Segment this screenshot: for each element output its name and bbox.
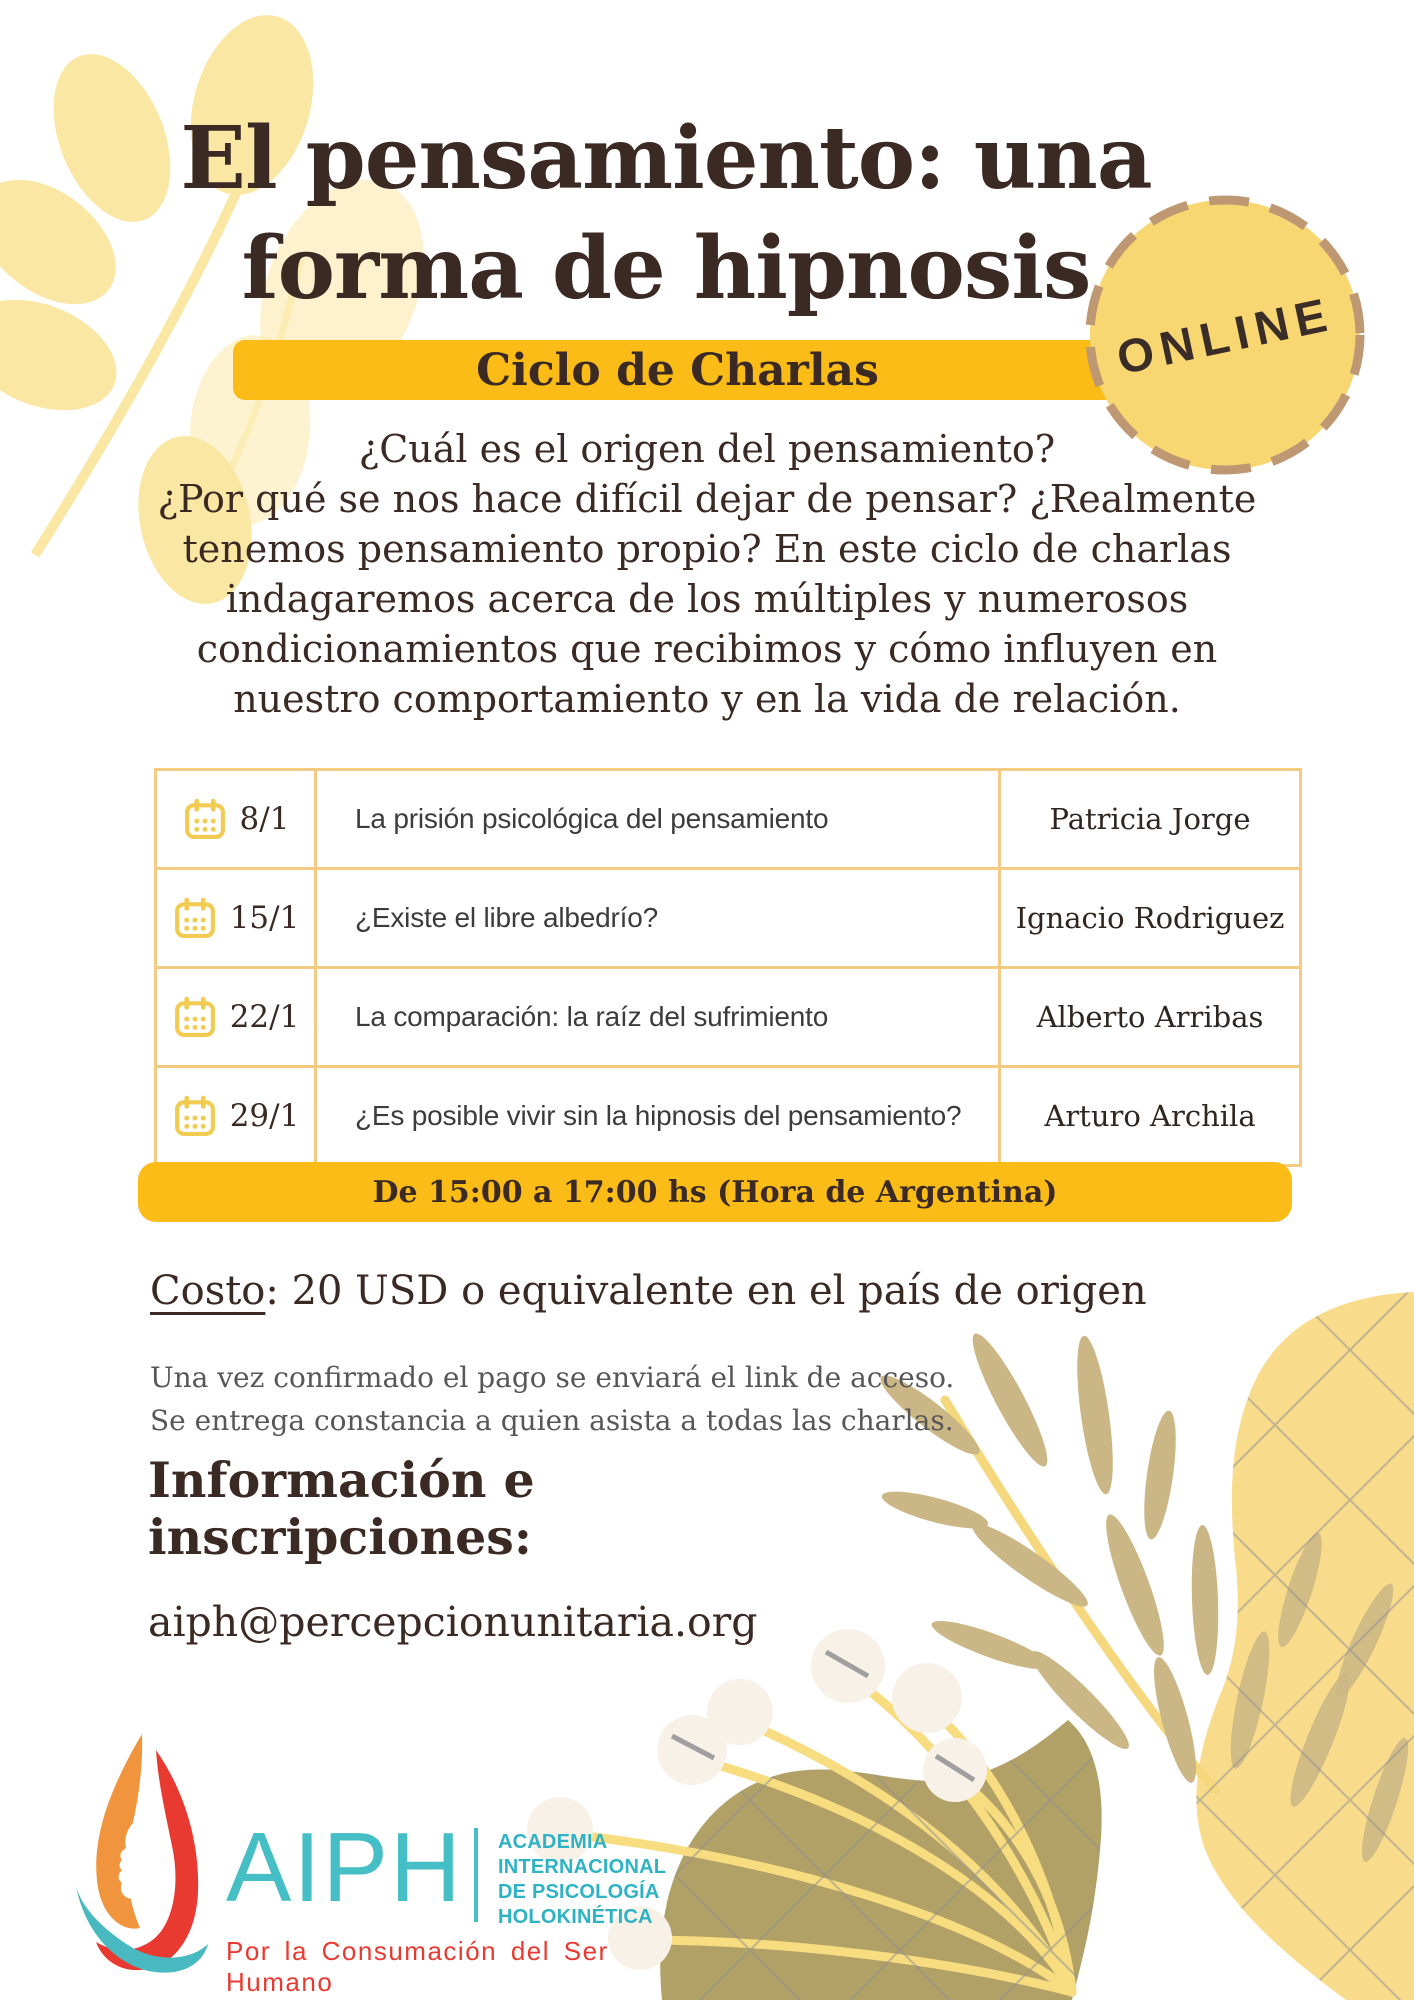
table-row [157,1065,1299,1164]
intro-line: ¿Por qué se nos hace difícil dejar de pensar? ¿Realmente [157,477,1257,521]
online-badge [1079,189,1371,481]
time-banner [138,1162,1292,1222]
calendar-icon [172,1094,218,1138]
table-row [157,771,1299,867]
logo-name-line: INTERNACIONAL [498,1856,667,1878]
intro-line: condicionamientos que recibimos y cómo influyen en [196,627,1218,671]
logo-name-line: HOLOKINÉTICA [498,1906,653,1928]
title-line-2: forma de hipnosis [241,218,1091,319]
note-line: Una vez confirmado el pago se enviará el link de acceso. [150,1361,955,1394]
session-speaker: Patricia Jorge [1049,802,1251,836]
time-banner-label: De 15:00 a 17:00 hs (Hora de Argentina) [372,1174,1058,1210]
session-topic: ¿Existe el libre albedrío? [317,870,1001,966]
corner-blob-hatch-pattern [1196,1292,1414,2000]
session-date: 22/1 [229,999,300,1035]
cost-text: : 20 USD o equivalente en el país de origen [265,1268,1147,1314]
olive-blob-hatch-pattern [660,1720,1101,2000]
date-cell [157,1068,317,1164]
table-row [157,966,1299,1065]
session-date: 8/1 [239,801,290,837]
aiph-logo [70,1730,710,1997]
intro-line: nuestro comportamiento y en la vida de relación. [233,677,1181,721]
schedule-table [154,768,1302,1167]
contact-heading [148,1452,535,1566]
session-speaker: Ignacio Rodriguez [1015,901,1285,935]
cost-line [150,1268,1147,1314]
intro-line: indagaremos acerca de los múltiples y numerosos [225,577,1189,621]
session-date: 15/1 [229,900,300,936]
title-line-1: El pensamiento: una [180,108,1152,209]
calendar-icon [172,896,218,940]
logo-name [498,1830,666,1930]
logo-divider [474,1828,478,1922]
session-topic: La prisión psicológica del pensamiento [317,771,1001,867]
online-badge-label: ONLINE [1112,286,1338,384]
logo-name-line: DE PSICOLOGÍA [498,1881,660,1903]
intro-line: ¿Cuál es el origen del pensamiento? [358,427,1056,471]
calendar-icon [182,797,228,841]
session-speaker: Alberto Arribas [1036,1000,1264,1034]
payment-notes [150,1356,954,1442]
session-speaker: Arturo Archila [1044,1099,1256,1133]
cycle-banner [233,340,1122,400]
session-date: 29/1 [229,1098,300,1134]
date-cell [157,870,317,966]
intro-line: tenemos pensamiento propio? En este ciclo de charlas [182,527,1232,571]
logo-name-line: ACADEMIA [498,1831,608,1853]
date-cell [157,771,317,867]
contact-heading-line-2: inscripciones: [148,1508,532,1566]
flame-face-profile-icon [70,1730,210,1992]
cost-label: Costo [150,1268,266,1314]
contact-heading-line-1: Información e [148,1451,535,1509]
table-row [157,867,1299,966]
date-cell [157,969,317,1065]
logo-acronym: AIPH [226,1812,463,1922]
session-topic: ¿Es posible vivir sin la hipnosis del pensamiento? [317,1068,1001,1164]
note-line: Se entrega constancia a quien asista a todas las charlas. [150,1404,954,1437]
calendar-icon [172,995,218,1039]
logo-tagline: Por la Consumación del Ser Humano [226,1936,609,1997]
contact-email: aiph@percepcionunitaria.org [148,1598,758,1646]
session-topic: La comparación: la raíz del sufrimiento [317,969,1001,1065]
cycle-banner-label: Ciclo de Charlas [476,344,879,396]
